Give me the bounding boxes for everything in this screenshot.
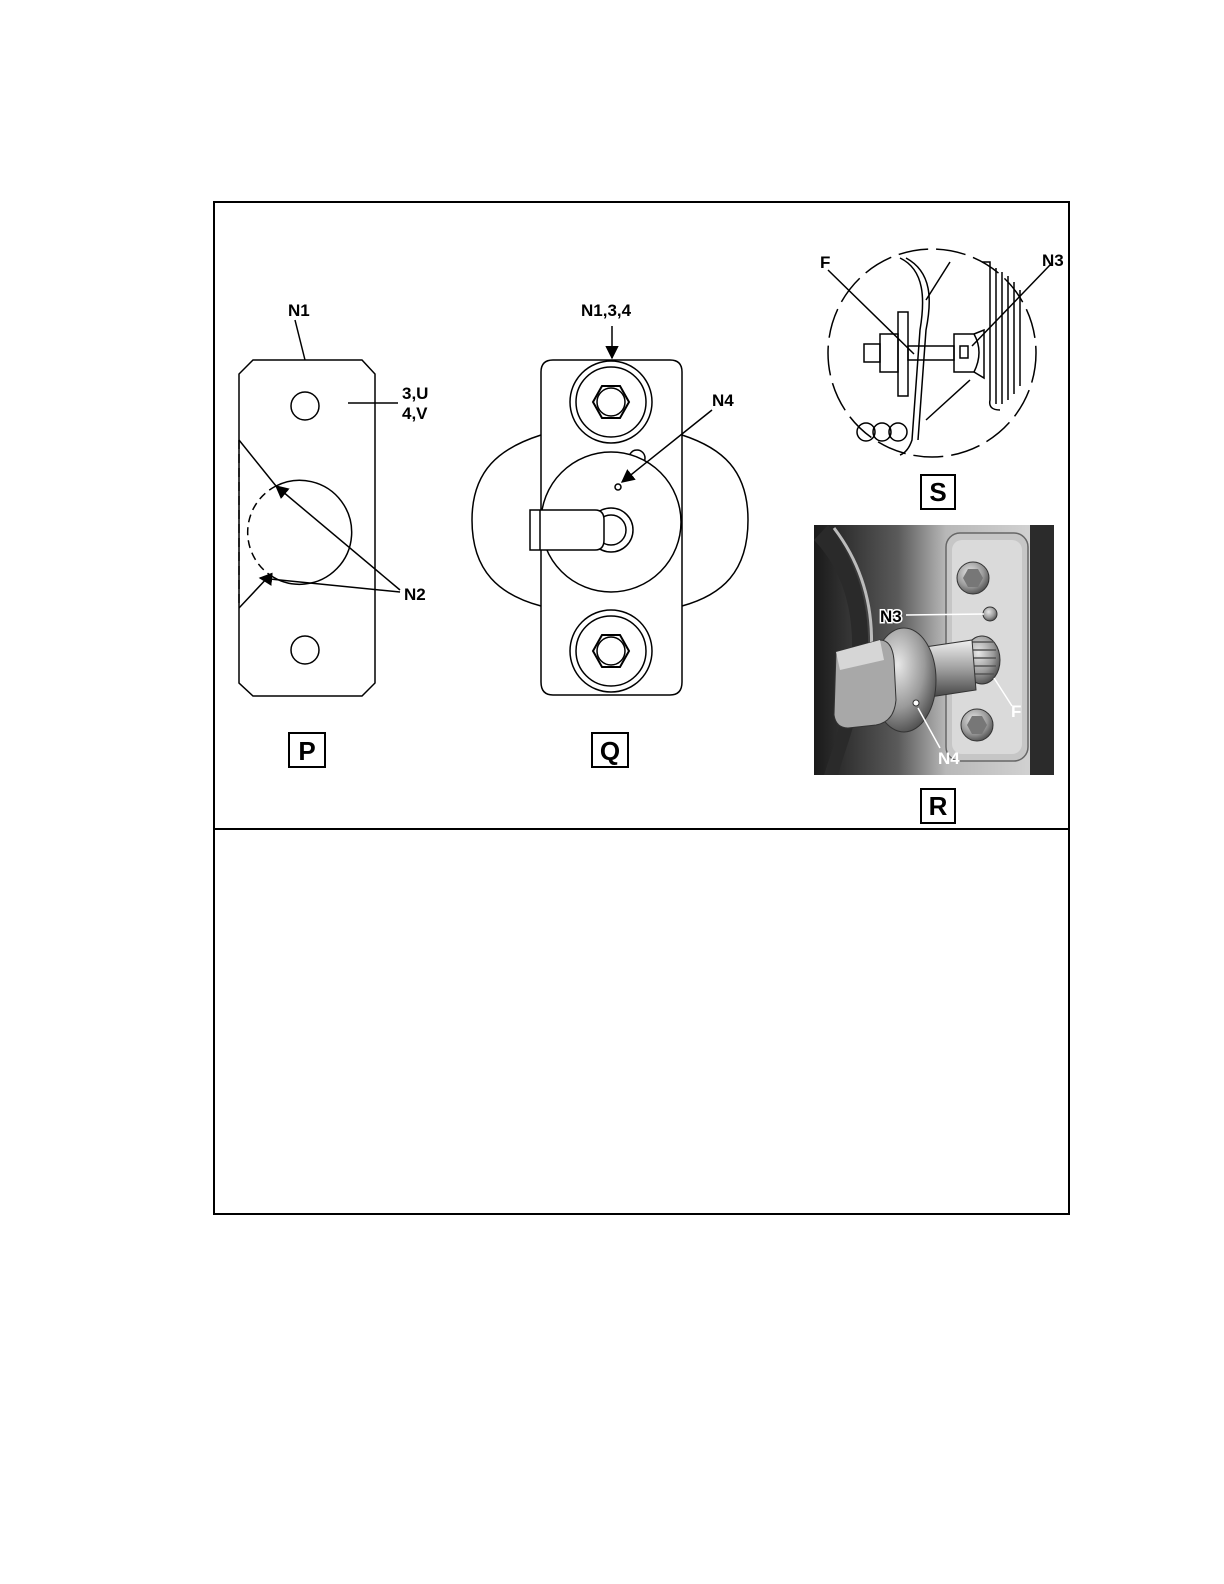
panel-r-callout-n3: N3 xyxy=(880,607,902,626)
panel-p-callout-n1: N1 xyxy=(288,301,310,320)
panel-s-callout-n3: N3 xyxy=(1042,251,1064,270)
panel-p-callout-3u: 3,U xyxy=(402,384,429,403)
panel-r-photo xyxy=(814,525,1054,775)
panel-p-callout-4v: 4,V xyxy=(402,404,428,423)
panel-s-callout-f: F xyxy=(820,253,831,272)
panel-s-drawing xyxy=(828,249,1050,457)
panel-q-drawing xyxy=(472,326,748,695)
panel-p-label: P xyxy=(298,736,316,766)
panel-q-label: Q xyxy=(599,736,621,766)
panel-q-callout-top: N1,3,4 xyxy=(581,301,632,320)
panel-q-callout-n4: N4 xyxy=(712,391,734,410)
panel-r-label: R xyxy=(928,791,948,821)
panel-r-callout-f: F xyxy=(1011,702,1022,721)
panel-p-callout-n2: N2 xyxy=(404,585,426,604)
panel-r-callout-n4: N4 xyxy=(938,749,960,768)
panel-p-drawing xyxy=(239,320,400,696)
panel-s-label: S xyxy=(929,477,947,507)
